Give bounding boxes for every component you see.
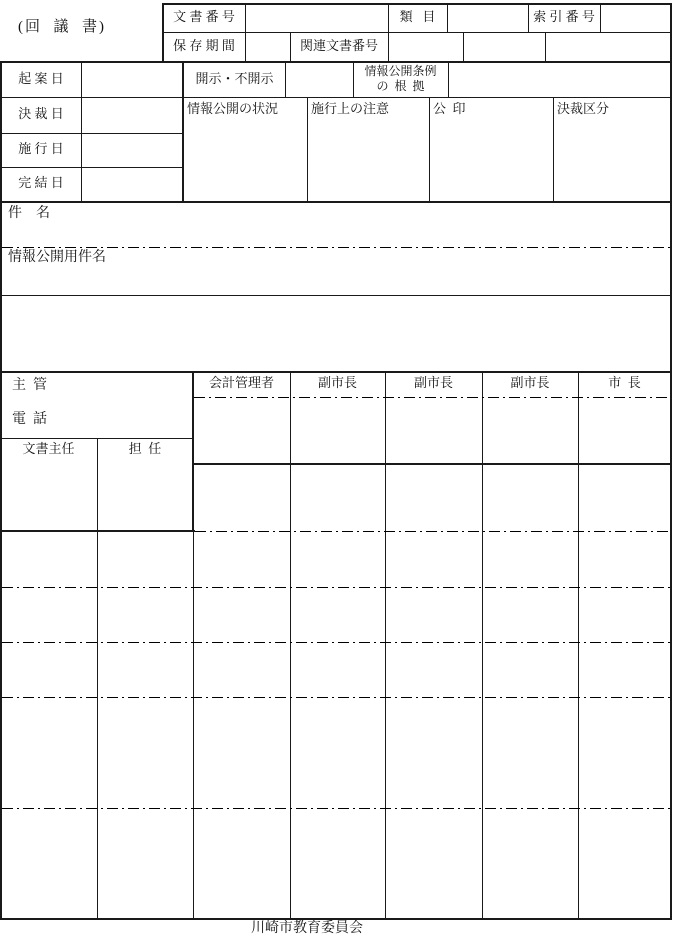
dashdot-divider [2,808,671,809]
index-number-label: 索 引 番 号 [533,9,595,24]
divider [429,97,430,201]
doc-number-field [246,4,388,32]
divider [192,463,672,465]
telephone-label: 電 話 [12,412,47,427]
index-number-field [601,4,670,32]
ordinance-basis-label-line2: の 根 拠 [376,79,425,93]
mayor-seal-field [579,399,670,463]
dashdot-divider [2,697,671,698]
ordinance-basis-label-line1: 情報公開条例 [364,64,437,78]
doc-chief-label: 文書主任 [22,441,75,456]
related-doc-field-1 [389,33,463,61]
accounting-manager-seal-field [194,399,290,463]
accounting-manager-label: 会計管理者 [208,375,274,390]
enforcement-note-label: 施行上の注意 [311,101,390,116]
related-doc-field-2 [464,33,545,61]
subject-extra-area [2,296,670,371]
issuing-organization: 川崎市教育委員会 [251,921,363,936]
enforcement-date-field [82,134,182,167]
deputy-mayor-label-1: 副市長 [317,375,357,390]
official-seal-label: 公 印 [433,101,466,116]
related-doc-field-3 [546,33,670,61]
category-label: 類 目 [399,9,436,24]
draft-date-field [82,62,182,97]
subject-label: 件 名 [8,206,50,221]
mayor-label: 市 長 [608,375,641,390]
dashdot-divider [2,587,671,588]
deputy-mayor-label-2: 副市長 [413,375,453,390]
category-field [448,4,528,32]
deputy-mayor-seal-field-3 [483,399,578,463]
form-title: (回 議 書) [18,19,106,35]
divider [553,97,554,201]
deputy-mayor-seal-field-1 [291,399,385,463]
dashdot-divider [194,397,670,398]
open-closed-field [286,62,353,97]
dashdot-divider [195,531,670,532]
doc-number-label: 文 書 番 号 [173,9,235,24]
divider [0,371,672,373]
in-charge-seal-field [98,466,192,530]
enforcement-date-label: 施 行 日 [18,141,64,156]
divider [307,97,308,201]
outer-border-right [670,3,672,920]
approval-date-label: 決 裁 日 [18,106,64,121]
subject-field [2,202,670,247]
completion-date-label: 完 結 日 [18,175,64,190]
divider [193,532,194,918]
deputy-mayor-label-3: 副市長 [510,375,550,390]
deputy-mayor-seal-field-2 [386,399,482,463]
outer-border-bottom [0,918,672,920]
approval-date-field [82,98,182,133]
supervisor-label: 主 管 [12,378,47,393]
retention-label: 保 存 期 間 [173,38,235,53]
ordinance-basis-field [449,62,670,97]
related-doc-label: 関連文書番号 [299,38,378,53]
disclosure-subject-label: 情報公開用件名 [8,250,106,265]
in-charge-label: 担 任 [128,441,162,456]
open-closed-label: 開示・不開示 [195,71,274,86]
completion-date-field [82,168,182,201]
divider [162,3,672,5]
dashdot-divider [2,642,671,643]
disclosure-status-label: 情報公開の状況 [187,101,279,116]
disclosure-subject-field [2,248,670,295]
doc-chief-seal-field [2,466,97,530]
retention-field [246,33,290,61]
draft-date-label: 起 案 日 [18,71,64,86]
approval-class-label: 決裁区分 [557,101,610,116]
